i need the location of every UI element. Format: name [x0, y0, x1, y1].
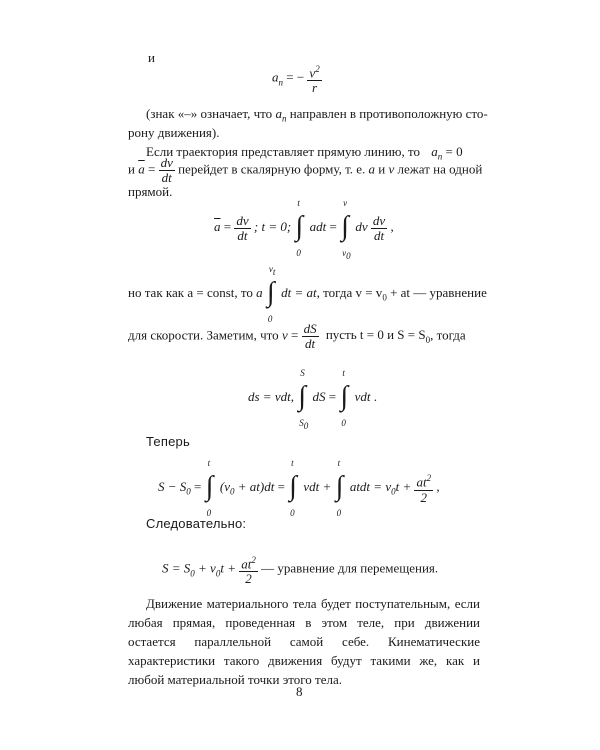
page-number: 8 — [296, 684, 303, 699]
integral-sign: t ∫ 0 — [295, 198, 304, 258]
equation-normal-acceleration: $a_n$ = − $\frac{v^2}{r}$ — [272, 64, 320, 96]
scalar-form-line: и $\overline{a}$ = $\frac{dv}{dt}$ перейдет в скалярную форму, т. е. a и v лежат на одной — [128, 155, 483, 185]
sign-note: (знак «–» означает, что $a_n$ направлен в противоположную сто- — [146, 106, 488, 124]
equation-integral-velocity: $\overline{a}$ = $\frac{dv}{dt}$ ; t = 0; t ∫ 0 adt = v ∫ $v_0$ dv $\frac{dv}{dt}$ , — [214, 198, 394, 261]
word-therefore: Следовательно: — [146, 516, 247, 531]
equation-displacement-final: $S = S_0 + v_0t$ + $\frac{at^2}{2}$ — уравнение для перемещения. — [162, 555, 439, 587]
const-acceleration-line: но так как a = const, то a $v_t$ ∫ 0 dt = at, тогда $v = v_0$ + at — уравнение — [128, 264, 487, 324]
integral-sign: S ∫ $S_0$ — [298, 368, 309, 431]
conjunction-and: и — [148, 50, 155, 65]
straight-line-text: Если траектория представляет прямую линию, то $a_n = 0$ — [146, 144, 463, 162]
integral-sign: t ∫ 0 — [205, 458, 214, 518]
speed-definition-line: для скорости. Заметим, что v = $\frac{dS}{dt}$ пусть t = 0 и $S = S_0$, тогда — [128, 321, 466, 351]
equation-displacement-derivation: $S - S_0$ = t ∫ 0 $(v_0 + at)dt$ = t ∫ 0 vdt + t ∫ 0 atdt = $v_0t$ + $\frac{at^2}{2}$ , — [158, 458, 440, 518]
integral-sign: t ∫ 0 — [335, 458, 344, 518]
integral-sign: $v_t$ ∫ 0 — [266, 264, 276, 324]
integral-sign: t ∫ 0 — [289, 458, 297, 518]
scalar-form-line2: прямой. — [128, 184, 173, 199]
sign-note-line2: рону движения). — [128, 125, 220, 140]
paragraph-text: Движение материального тела будет поступательным, если любая прямая, проведенная в этом теле, при движении остается параллельной самой себе. Кинематические характеристики такого движения будут такими же, как и любой материальной точки этого тела. — [128, 596, 480, 687]
translational-motion-paragraph — [128, 594, 480, 689]
equation-displacement-integral: ds = vdt, S ∫ $S_0$ dS = t ∫ 0 vdt . — [248, 368, 377, 431]
word-now: Теперь — [146, 434, 190, 449]
integral-sign: t ∫ 0 — [340, 368, 348, 428]
integral-sign: v ∫ $v_0$ — [341, 198, 351, 261]
